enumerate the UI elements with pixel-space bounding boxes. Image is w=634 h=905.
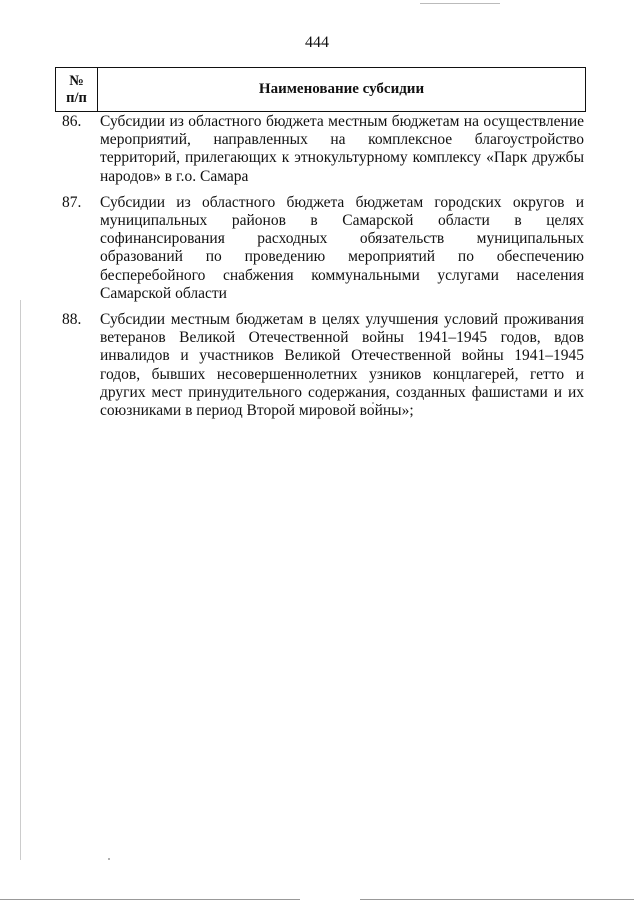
scan-artifact-dot <box>108 858 110 860</box>
row-text: Субсидии местным бюджетам в целях улучшения условий проживания ветеранов Великой Отечественной войны 1941–1945 годов, вдов инвалидов и участников Великой Отечественной войны 1941–1945 годов, бывших несовершеннолетних узников концлагерей, гетто и других мест принудительного содержания, созданных фашистами и их союзниками в период Второй мировой войны»; <box>100 311 584 420</box>
table-row <box>55 113 586 186</box>
page-number: 444 <box>305 34 329 51</box>
header-number-column <box>56 68 98 111</box>
row-text: Субсидии из областного бюджета бюджетам городских округов и муниципальных районов в Самарской области в целях софинансирования расходных обязательств муниципальных образований по проведению мероприятий по обеспечению бесперебойного снабжения коммунальными услугами населения Самарской области <box>100 193 584 302</box>
header-name-column: Наименование субсидии <box>258 81 425 97</box>
table-header <box>55 67 586 112</box>
subsidies-table <box>55 67 586 428</box>
scan-artifact-left-edge <box>20 300 21 860</box>
table-row <box>55 194 586 303</box>
row-number: 87. <box>62 193 82 211</box>
row-text: Субсидии из областного бюджета местным бюджетам на осуществление мероприятий, направленных на комплексное благоустройство территорий, прилегающих к этнокультурному комплексу «Парк дружбы народов» в г.о. Самара <box>100 113 584 185</box>
scan-artifact-bottom-right <box>360 899 634 900</box>
row-number: 88. <box>62 311 82 329</box>
scan-artifact-bottom-left <box>0 899 300 900</box>
row-number: 86. <box>62 113 82 130</box>
scan-artifact-top <box>420 3 500 4</box>
table-row <box>55 311 586 420</box>
header-number-abbrev: п/п <box>66 89 87 106</box>
header-number-symbol: № <box>69 72 84 89</box>
